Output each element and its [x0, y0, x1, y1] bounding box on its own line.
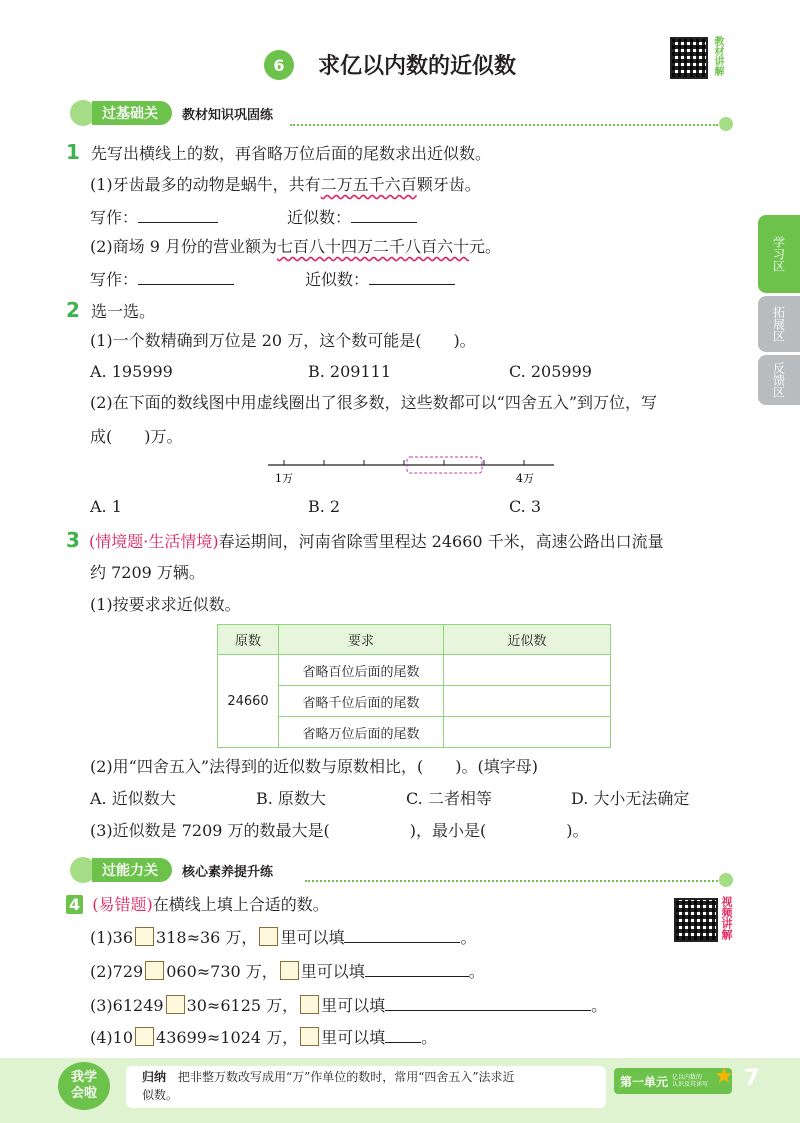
q4-item-4 [90, 1026, 437, 1049]
q3-part2-option-d[interactable]: D. 大小无法确定 [571, 789, 690, 808]
digit-box[interactable] [135, 927, 154, 946]
write-label: 写作： [90, 208, 139, 227]
q3-part3: (3)近似数是 7209 万的数最大是( )，最小是( )。 [90, 821, 589, 840]
summary-line-1: 把非整万数改写成用“万”作单位的数时，常用“四舍五入”法求近 [178, 1070, 515, 1084]
question-4 [66, 894, 329, 916]
question-number: 3 [66, 528, 80, 552]
number-line-left-label: 1万 [275, 472, 293, 485]
digit-box[interactable] [145, 961, 164, 980]
q3-part2-option-c[interactable]: C. 二者相等 [406, 789, 492, 808]
section-subtitle: 核心素养提升练 [182, 864, 274, 880]
q3-stem-line2: 约 7209 万辆。 [90, 563, 205, 582]
table-cell-requirement: 省略千位后面的尾数 [279, 686, 444, 717]
q1-part1-answer-row [90, 206, 218, 229]
tab-learning[interactable] [758, 215, 800, 293]
q3-part1: (1)按要求求近似数。 [90, 595, 241, 614]
approx-blank[interactable] [369, 268, 455, 285]
q4-item-1 [90, 926, 476, 949]
table-cell-requirement: 省略万位后面的尾数 [279, 717, 444, 748]
tab-extension[interactable] [758, 296, 800, 352]
item-suffix: 里可以填 [321, 1028, 386, 1047]
tab-feedback-label: 反馈区 [771, 362, 786, 398]
q1-part2-approx-row [305, 268, 455, 291]
end-mark: 。 [460, 928, 477, 947]
summary-label: 归纳 [142, 1070, 167, 1084]
logo-line-1: 我学 [70, 1070, 97, 1085]
write-blank[interactable] [138, 268, 234, 285]
section-divider [305, 880, 718, 882]
digit-box[interactable] [300, 1027, 319, 1046]
write-label: 写作： [90, 270, 139, 289]
q1-part2-prefix: (2)商场 9 月份的营业额为 [90, 237, 278, 256]
section-badge: 过能力关 [92, 858, 172, 882]
answer-blank[interactable] [385, 1026, 421, 1043]
table-header: 原数 [218, 625, 279, 655]
approx-label: 近似数： [305, 270, 370, 289]
number-line [262, 452, 562, 492]
item-suffix: 里可以填 [280, 928, 345, 947]
q1-part2-suffix: 元。 [469, 237, 502, 256]
q2-part2-option-c[interactable]: C. 3 [509, 497, 542, 516]
question-2 [66, 298, 155, 323]
flower-icon [719, 873, 733, 887]
item-middle: 30≈6125 万， [186, 996, 299, 1015]
question-stem: 选一选。 [91, 302, 156, 321]
answer-blank[interactable] [365, 960, 469, 977]
video-label [718, 896, 732, 940]
approx-blank[interactable] [351, 206, 417, 223]
q1-part1-suffix: 颗牙齿。 [416, 175, 481, 194]
lesson-number: 6 [273, 55, 285, 75]
video-qr-icon[interactable] [674, 898, 718, 942]
approx-label: 近似数： [287, 208, 352, 227]
digit-box[interactable] [300, 995, 319, 1014]
q3-part2-option-b[interactable]: B. 原数大 [256, 789, 326, 808]
end-mark: 。 [591, 996, 608, 1015]
summary-line-2: 似数。 [142, 1088, 179, 1102]
digit-box[interactable] [259, 927, 278, 946]
q2-part2-line1: (2)在下面的数线图中用虚线圈出了很多数，这些数都可以“四舍五入”到万位，写 [90, 393, 658, 412]
q1-part1-emphasis: 二万五千六百 [320, 175, 417, 194]
question-number: 1 [66, 140, 80, 164]
table-header: 近似数 [444, 625, 611, 655]
answer-blank[interactable] [385, 994, 591, 1011]
question-tag: (情境题·生活情境) [89, 532, 219, 551]
q1-part2-emphasis: 七百八十四万二千八百六十 [277, 237, 470, 256]
q1-part1-approx-row [287, 206, 417, 229]
q2-part2-option-a[interactable]: A. 1 [90, 497, 122, 516]
item-middle: 060≈730 万， [166, 962, 278, 981]
q4-item-3 [90, 994, 607, 1017]
flower-icon [719, 117, 733, 131]
tab-feedback[interactable] [758, 355, 800, 405]
end-mark: 。 [421, 1028, 438, 1047]
q1-part2-answer-row [90, 268, 234, 291]
star-mascot-icon: ★ [714, 1064, 734, 1089]
write-blank[interactable] [138, 206, 218, 223]
item-suffix: 里可以填 [321, 996, 386, 1015]
q1-part2 [90, 236, 501, 258]
end-mark: 。 [468, 962, 485, 981]
number-line-right-label: 4万 [516, 472, 534, 485]
table-cell-original: 24660 [218, 655, 279, 748]
unit-subtitle [672, 1074, 708, 1088]
digit-box[interactable] [166, 995, 185, 1014]
question-1 [66, 140, 491, 165]
page-title: 求亿以内数的近似数 [318, 54, 517, 79]
page-number: 7 [744, 1066, 760, 1091]
unit-sub-1: 亿以内数的 [672, 1074, 703, 1081]
question-tag: (易错题) [92, 895, 153, 914]
item-prefix: (2)729 [90, 962, 144, 981]
question-number: 4 [66, 895, 83, 914]
tab-learning-label: 学习区 [771, 236, 786, 272]
digit-box[interactable] [280, 961, 299, 980]
qr-code-icon[interactable] [670, 37, 708, 79]
logo-line-2: 会啦 [70, 1086, 97, 1101]
question-stem: 春运期间，河南省除雪里程达 24660 千米，高速公路出口流量 [218, 532, 664, 551]
q2-part1: (1)一个数精确到万位是 20 万，这个数可能是( )。 [90, 331, 476, 350]
approximation-table [217, 624, 611, 748]
answer-blank[interactable] [344, 926, 460, 943]
unit-label: 第一单元 [620, 1074, 669, 1089]
q2-part1-option-b[interactable]: B. 209111 [308, 362, 392, 381]
q1-part1 [90, 174, 481, 196]
table-header: 要求 [279, 625, 444, 655]
table-cell-answer[interactable] [444, 655, 611, 686]
item-prefix: (3)61249 [90, 996, 164, 1015]
q3-part2-option-a[interactable]: A. 近似数大 [90, 789, 176, 808]
lesson-number-badge [264, 50, 294, 80]
question-3 [66, 528, 664, 553]
item-suffix: 里可以填 [300, 962, 365, 981]
item-middle: 318≈36 万， [156, 928, 258, 947]
item-prefix: (1)36 [90, 928, 134, 947]
section-banner-basic [70, 100, 273, 126]
digit-box[interactable] [135, 1027, 154, 1046]
tab-extension-label: 拓展区 [771, 306, 786, 342]
qr-label [708, 36, 722, 76]
table-cell-answer[interactable] [444, 717, 611, 748]
item-prefix: (4)10 [90, 1028, 134, 1047]
table-cell-requirement: 省略百位后面的尾数 [279, 655, 444, 686]
q2-part1-option-c[interactable]: C. 205999 [509, 362, 592, 381]
section-subtitle: 教材知识巩固练 [182, 107, 274, 123]
question-stem: 在横线上填上合适的数。 [152, 895, 329, 914]
table-row [218, 655, 611, 686]
q2-part2-option-b[interactable]: B. 2 [308, 497, 341, 516]
section-badge: 过基础关 [92, 101, 172, 125]
item-middle: 43699≈1024 万， [156, 1028, 299, 1047]
video-label-text: 视频讲解 [720, 896, 733, 940]
table-cell-answer[interactable] [444, 686, 611, 717]
question-stem: 先写出横线上的数，再省略万位后面的尾数求出近似数。 [91, 144, 492, 163]
unit-sub-2: 认识及其读写 [672, 1081, 709, 1088]
q2-part2-line2: 成( )万。 [90, 427, 183, 446]
section-banner-ability [70, 857, 273, 883]
q3-part2: (2)用“四舍五入”法得到的近似数与原数相比，( )。(填字母) [90, 757, 538, 776]
qr-label-text: 教材讲解 [712, 36, 723, 76]
q4-item-2 [90, 960, 485, 983]
footer-logo [58, 1062, 110, 1110]
q1-part1-prefix: (1)牙齿最多的动物是蜗牛，共有 [90, 175, 321, 194]
q2-part1-option-a[interactable]: A. 195999 [90, 362, 173, 381]
question-number: 2 [66, 298, 80, 322]
section-divider [290, 124, 718, 126]
